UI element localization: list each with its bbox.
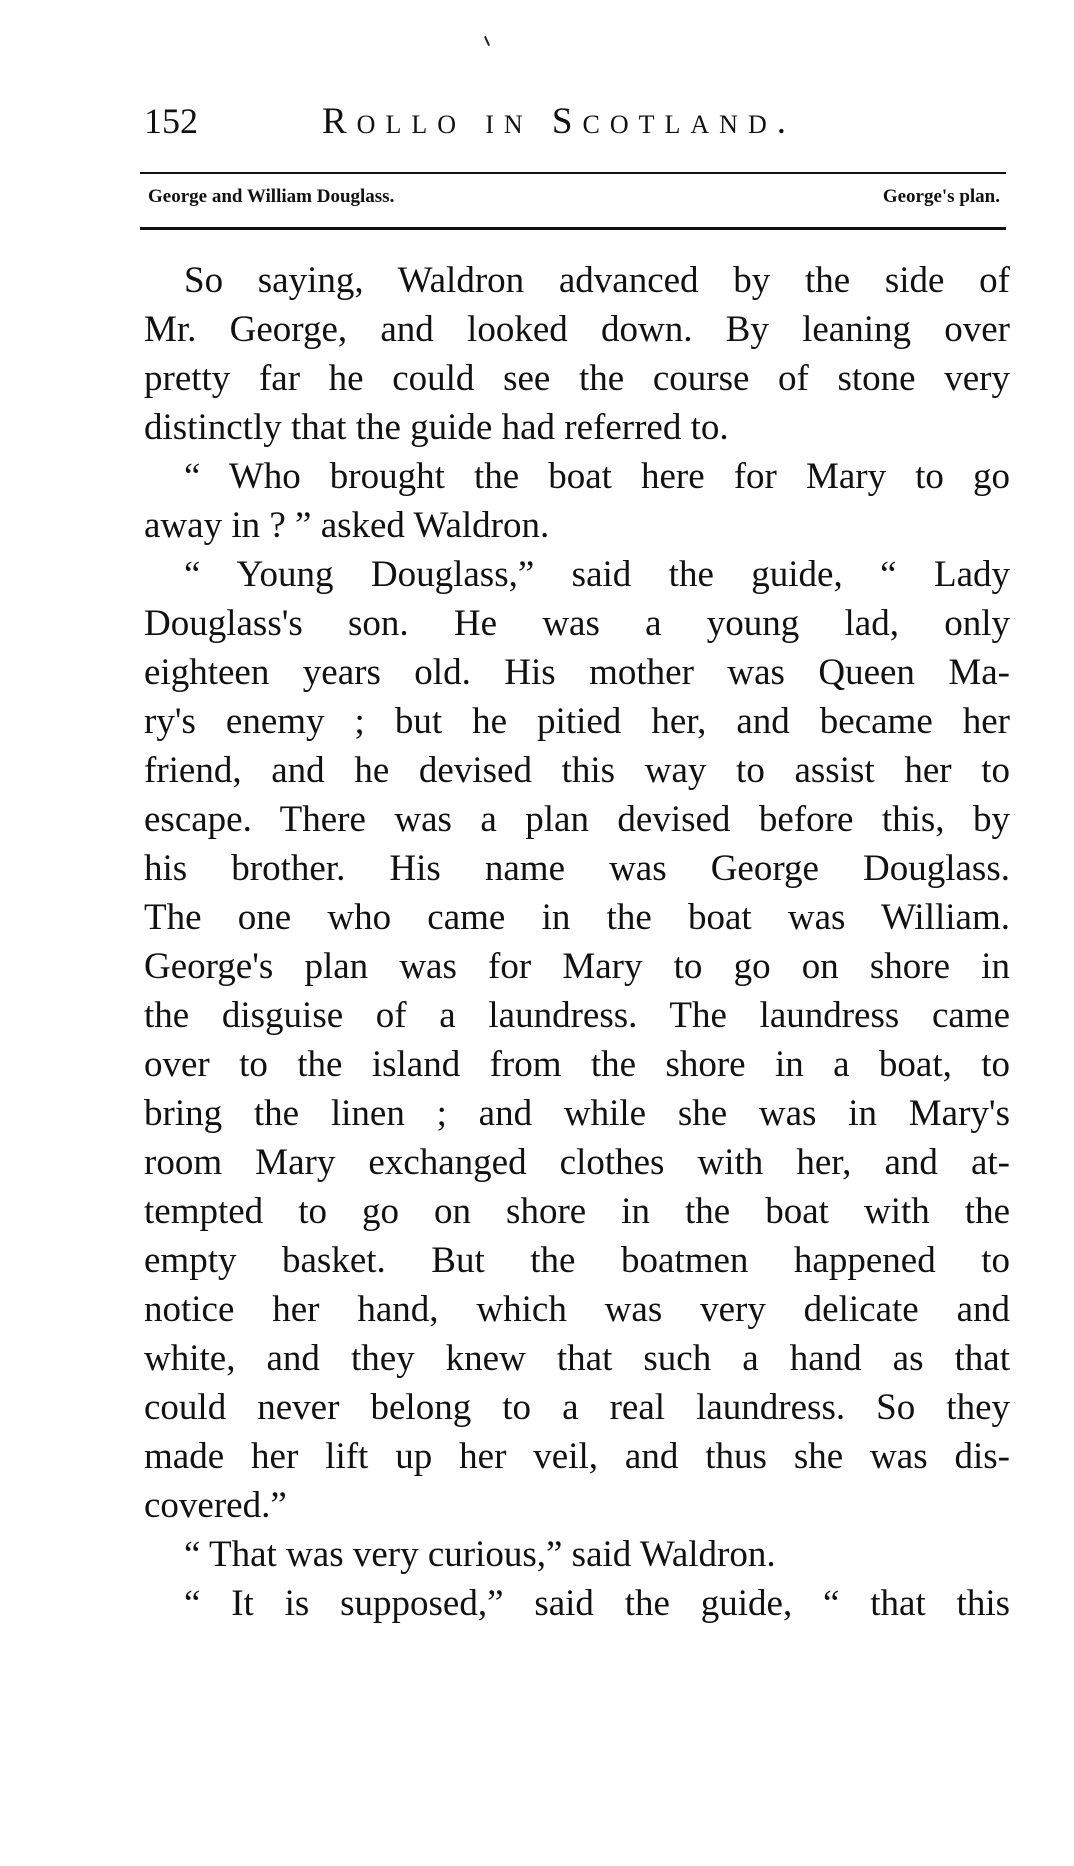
subhead-right: George's plan. — [882, 186, 1000, 207]
text-line: So saying, Waldron advanced by the side of — [184, 260, 1010, 301]
text-line: bring the linen ; and while she was in Mary's — [144, 1093, 1010, 1134]
body-text — [144, 256, 1010, 1628]
text-line: the disguise of a laundress. The laundress came — [144, 995, 1010, 1036]
book-title: Rollo in Scotland. — [322, 101, 796, 142]
header-rule-bottom — [140, 227, 1006, 230]
text-line: friend, and he devised this way to assist her to — [144, 750, 1010, 791]
text-line: over to the island from the shore in a boat, to — [144, 1044, 1010, 1085]
text-line: distinctly that the guide had referred to. — [144, 407, 729, 448]
text-line: covered.” — [144, 1485, 287, 1526]
text-line: Mr. George, and looked down. By leaning over — [144, 309, 1010, 350]
text-line: pretty far he could see the course of stone very — [144, 358, 1010, 399]
header-rule-top — [140, 172, 1006, 174]
text-line: white, and they knew that such a hand as that — [144, 1338, 1010, 1379]
text-line: “ It is supposed,” said the guide, “ that this — [184, 1583, 1010, 1624]
text-line: ry's enemy ; but he pitied her, and became her — [144, 701, 1010, 742]
text-line: “ Who brought the boat here for Mary to go — [184, 456, 1010, 497]
text-line: empty basket. But the boatmen happened to — [144, 1240, 1010, 1281]
text-line: The one who came in the boat was William. — [144, 897, 1010, 938]
text-line: Douglass's son. He was a young lad, only — [144, 603, 1010, 644]
text-line: George's plan was for Mary to go on shore in — [144, 946, 1010, 987]
text-line: “ Young Douglass,” said the guide, “ Lady — [184, 554, 1010, 595]
text-line: his brother. His name was George Douglass. — [144, 848, 1010, 889]
text-line: eighteen years old. His mother was Queen Ma- — [144, 652, 1010, 693]
text-line: escape. There was a plan devised before this, by — [144, 799, 1010, 840]
text-line: notice her hand, which was very delicate and — [144, 1289, 1010, 1330]
text-line: made her lift up her veil, and thus she was dis- — [144, 1436, 1010, 1477]
page-number: 152 — [144, 101, 198, 141]
text-line: tempted to go on shore in the boat with the — [144, 1191, 1010, 1232]
text-line: could never belong to a real laundress. So they — [144, 1387, 1010, 1428]
stray-ink-mark — [484, 36, 490, 46]
text-line: “ That was very curious,” said Waldron. — [184, 1534, 776, 1575]
text-line: room Mary exchanged clothes with her, and at- — [144, 1142, 1010, 1183]
subhead-left: George and William Douglass. — [148, 186, 395, 207]
running-head — [144, 100, 1010, 148]
text-line: away in ? ” asked Waldron. — [144, 505, 550, 546]
